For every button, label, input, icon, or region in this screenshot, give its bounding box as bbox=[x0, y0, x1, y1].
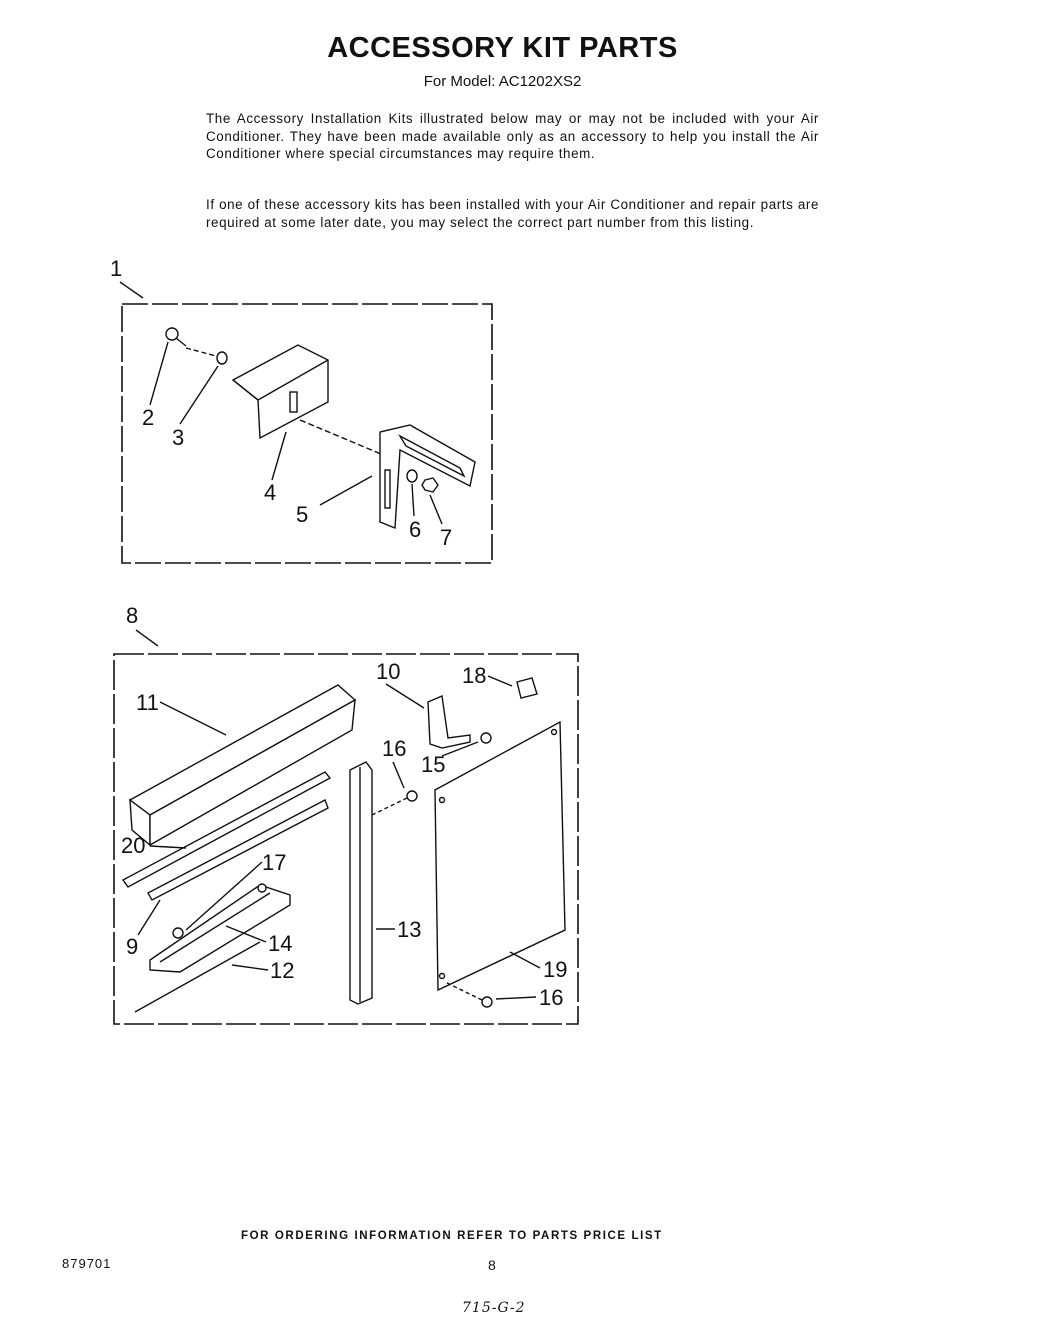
page-title: ACCESSORY KIT PARTS bbox=[327, 32, 678, 64]
part-label: 6 bbox=[409, 517, 422, 542]
part-label: 14 bbox=[268, 931, 293, 956]
kit-1-callout: 1 bbox=[110, 256, 123, 281]
screw-icon bbox=[258, 884, 266, 892]
part-label: 4 bbox=[264, 480, 277, 505]
part-label: 5 bbox=[296, 502, 309, 527]
washer-icon bbox=[407, 470, 417, 482]
kit-2-leader bbox=[136, 630, 158, 646]
part-label: 16 bbox=[539, 985, 564, 1010]
document-code: 879701 bbox=[62, 1256, 112, 1271]
screw-icon bbox=[481, 733, 491, 743]
washer-icon bbox=[217, 352, 227, 364]
screw-icon bbox=[173, 928, 183, 938]
screw-icon bbox=[372, 791, 417, 815]
part-label: 12 bbox=[270, 958, 295, 983]
kit-1-dash-line-a bbox=[186, 348, 216, 356]
part-label: 10 bbox=[376, 659, 401, 684]
intro-paragraph-1: The Accessory Installation Kits illustrated below may or may not be included with your Air Conditioner. They have been made available only as an accessory to help you install the Air Conditioner where special circumstances may require them. bbox=[206, 111, 819, 161]
part-label: 3 bbox=[172, 425, 185, 450]
part-label: 17 bbox=[262, 850, 287, 875]
kit-1-diagram bbox=[110, 256, 492, 563]
part-label: 19 bbox=[543, 957, 568, 982]
intro-paragraph-2: If one of these accessory kits has been installed with your Air Conditioner and repair parts are required at some later date, you may select the correct part number from this listing. bbox=[206, 197, 819, 230]
kit-2-diagram bbox=[114, 603, 578, 1024]
nut-icon bbox=[422, 478, 438, 492]
side-panel-icon bbox=[435, 722, 568, 990]
part-label: 13 bbox=[397, 917, 422, 942]
page-number: 8 bbox=[488, 1257, 496, 1273]
bracket-cover-icon bbox=[233, 345, 328, 438]
support-bracket-icon bbox=[380, 425, 475, 528]
part-label: 18 bbox=[462, 663, 487, 688]
screw-icon bbox=[166, 328, 186, 346]
small-bracket-icon bbox=[428, 696, 491, 748]
model-number: For Model: AC1202XS2 bbox=[423, 73, 582, 90]
part-label: 2 bbox=[142, 405, 155, 430]
handwritten-note: 715-G-2 bbox=[462, 1300, 526, 1316]
part-label: 9 bbox=[126, 934, 139, 959]
part-label: 16 bbox=[382, 736, 407, 761]
part-label: 15 bbox=[421, 752, 446, 777]
part-label: 11 bbox=[136, 690, 159, 715]
part-label: 20 bbox=[121, 833, 146, 858]
ordering-info-note: FOR ORDERING INFORMATION REFER TO PARTS PRICE LIST bbox=[241, 1230, 663, 1242]
upright-channel-icon bbox=[350, 762, 372, 1004]
part-label: 7 bbox=[440, 525, 453, 550]
pad-icon bbox=[517, 678, 537, 698]
screw-icon bbox=[482, 997, 492, 1007]
kit-1-leader bbox=[120, 282, 143, 298]
kit-2-callout: 8 bbox=[126, 603, 139, 628]
